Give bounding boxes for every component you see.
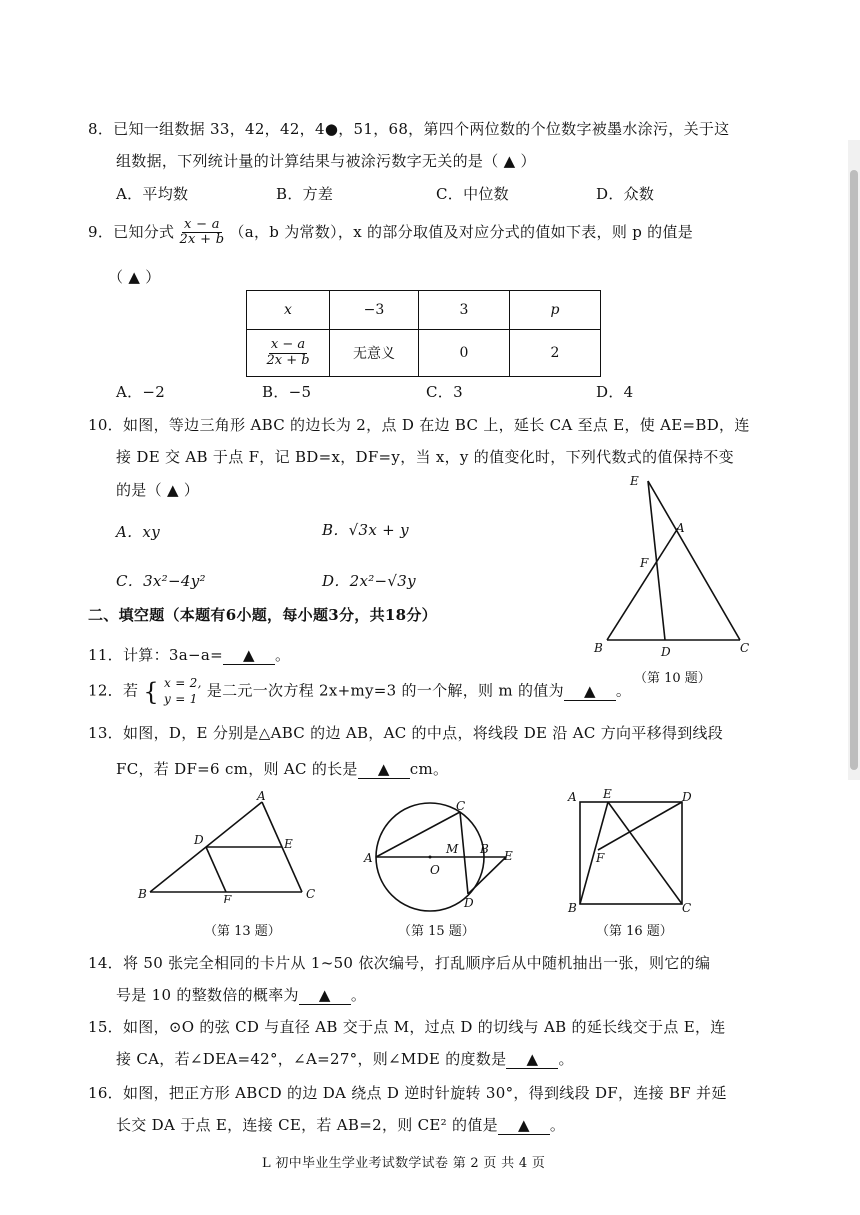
line-de (468, 857, 506, 894)
q14-blank: ▲ (299, 986, 351, 1005)
q9-frac-num: x − a (184, 217, 220, 232)
label-f: F (640, 556, 649, 570)
q15-line1: 15．如图，⊙O 的弦 CD 与直径 AB 交于点 M，过点 D 的切线与 AB 的延长线交于点 E，连 (88, 1018, 726, 1036)
q9-frac-den: 2x + b (179, 232, 225, 248)
label-c: C (306, 887, 316, 901)
q13-line2-end: cm。 (409, 760, 449, 778)
q16-blank: ▲ (498, 1116, 550, 1135)
table-cell: 无意义 (330, 330, 419, 377)
q10-line1: 10．如图，等边三角形 ABC 的边长为 2，点 D 在边 BC 上，延长 CA 至点 E，使 AE=BD，连 (88, 416, 750, 434)
q16-caption: （第 16 题） (596, 924, 673, 939)
q8-line1: 8．已知一组数据 33，42，42，4●，51，68，第四个两位数的个位数字被墨水涂污，关于这 (88, 120, 730, 138)
q12-system (164, 676, 202, 707)
label-b: B (138, 887, 147, 901)
q14-line2-prefix: 号是 10 的整数倍的概率为 (116, 986, 299, 1004)
label-m: M (446, 842, 459, 856)
q15-blank: ▲ (506, 1050, 558, 1069)
q10-option-d: D．2x²−√3y (322, 572, 416, 590)
q8-line2: 组数据，下列统计量的计算结果与被涂污数字无关的是（ ▲ ） (116, 152, 536, 170)
table-frac-num: x − a (270, 337, 306, 353)
q16-line2 (116, 1114, 565, 1135)
q10-line2: 接 DE 交 AB 于点 F，记 BD=x，DF=y，当 x，y 的值变化时，下列代数式的值保持不变 (116, 448, 734, 466)
label-a: A (364, 851, 373, 865)
table-fraction (266, 338, 309, 368)
q12-prefix: 12．若 (88, 681, 139, 700)
label-e: E (630, 474, 639, 488)
label-d: D (464, 896, 474, 910)
q9-line2: （ ▲ ） (108, 268, 161, 286)
q9-prefix: 9．已知分式 (88, 222, 175, 241)
table-frac-den: 2x + b (266, 352, 310, 368)
q15-line2 (116, 1048, 574, 1069)
q14-line1: 14．将 50 张完全相同的卡片从 1~50 依次编号，打乱顺序后从中随机抽出一张，则它的编 (88, 954, 711, 972)
line-cd (460, 812, 468, 894)
label-c: C (456, 799, 466, 813)
q16-end: 。 (549, 1116, 566, 1134)
q15-caption: （第 15 题） (398, 924, 475, 939)
q13-caption: （第 13 题） (204, 924, 281, 939)
q12-end: 。 (615, 681, 632, 700)
label-e: E (603, 788, 612, 801)
brace-icon: { (143, 677, 159, 706)
q13-figure (136, 788, 336, 903)
q12-sys2: y = 1 (164, 691, 198, 706)
table-cell: −3 (330, 291, 419, 330)
q9-option-a: A．−2 (116, 383, 166, 401)
q12-middle: 是二元一次方程 2x+my=3 的一个解，则 m 的值为 (206, 681, 564, 700)
q13-line2 (116, 758, 448, 779)
q14-end: 。 (350, 986, 367, 1004)
q9-option-b: B．−5 (262, 383, 312, 401)
label-d: D (682, 790, 692, 804)
q11-blank: ▲ (223, 646, 275, 665)
label-f: F (596, 851, 605, 865)
table-cell: 2 (510, 330, 601, 377)
q15-line2-prefix: 接 CA，若∠DEA=42°，∠A=27°，则∠MDE 的度数是 (116, 1050, 507, 1068)
label-f: F (223, 893, 232, 903)
table-cell: x (247, 291, 330, 330)
table-cell: 0 (419, 330, 510, 377)
q9-table (246, 290, 601, 377)
page-footer: L 初中毕业生学业考试数学试卷 第 2 页 共 4 页 (262, 1156, 546, 1171)
q9-fraction (179, 218, 224, 248)
label-e: E (284, 837, 293, 851)
label-d: D (661, 645, 671, 659)
label-a: A (568, 790, 577, 804)
table-cell: 3 (419, 291, 510, 330)
q10-line3: 的是（ ▲ ） (116, 481, 200, 499)
line-ba (607, 528, 678, 640)
q10-option-a: A．xy (116, 523, 160, 541)
table-cell (247, 330, 330, 377)
q12-sys1: x = 2, (164, 676, 202, 690)
q12-line (88, 676, 631, 707)
label-a: A (676, 521, 685, 535)
q11-text: 11．计算：3a−a= (88, 646, 223, 664)
q8-option-d: D．众数 (596, 185, 655, 203)
q15-end: 。 (558, 1050, 574, 1068)
scrollbar-thumb[interactable] (850, 170, 858, 770)
q12-blank: ▲ (564, 682, 616, 701)
q13-blank: ▲ (358, 760, 410, 779)
q8-option-a: A．平均数 (116, 185, 189, 203)
q10-figure (590, 470, 760, 660)
q11-line (88, 644, 290, 665)
center-point (429, 856, 432, 859)
label-d: D (194, 833, 204, 847)
line-df (206, 847, 226, 892)
q8-option-b: B．方差 (276, 185, 334, 203)
label-o: O (430, 863, 440, 877)
q16-line2-prefix: 长交 DA 于点 E，连接 CE，若 AB=2，则 CE² 的值是 (116, 1116, 498, 1134)
q9-option-c: C．3 (426, 383, 463, 401)
q15-figure (358, 796, 528, 916)
label-c: C (682, 901, 692, 913)
label-a: A (257, 789, 266, 803)
label-e: E (504, 849, 513, 863)
q10-option-c: C．3x²−4y² (116, 572, 206, 590)
q9-suffix: （a，b 为常数），x 的部分取值及对应分式的值如下表，则 p 的值是 (229, 222, 694, 241)
q10-caption: （第 10 题） (634, 671, 711, 686)
q16-figure (562, 788, 712, 913)
q16-line1: 16．如图，把正方形 ABCD 的边 DA 绕点 D 逆时针旋转 30°，得到线段 DF，连接 BF 并延 (88, 1084, 727, 1102)
q9-line1 (88, 218, 693, 248)
q10-option-b: B．√3x + y (322, 521, 409, 539)
q13-line1: 13．如图，D，E 分别是△ABC 的边 AB，AC 的中点，将线段 DE 沿 AC 方向平移得到线段 (88, 724, 724, 742)
table-row (247, 330, 601, 377)
label-b: B (568, 901, 577, 913)
table-cell: p (510, 291, 601, 330)
section2-title: 二、填空题（本题有6小题，每小题3分，共18分） (88, 606, 437, 624)
q14-line2 (116, 984, 366, 1005)
q8-option-c: C．中位数 (436, 185, 509, 203)
label-b: B (594, 641, 603, 655)
line-ec (608, 802, 682, 904)
q9-option-d: D．4 (596, 383, 634, 401)
q13-line2-prefix: FC，若 DF=6 cm，则 AC 的长是 (116, 760, 358, 778)
q11-end: 。 (274, 646, 291, 664)
table-row (247, 291, 601, 330)
label-c: C (740, 641, 750, 655)
label-b: B (480, 842, 489, 856)
line-df (598, 802, 682, 850)
